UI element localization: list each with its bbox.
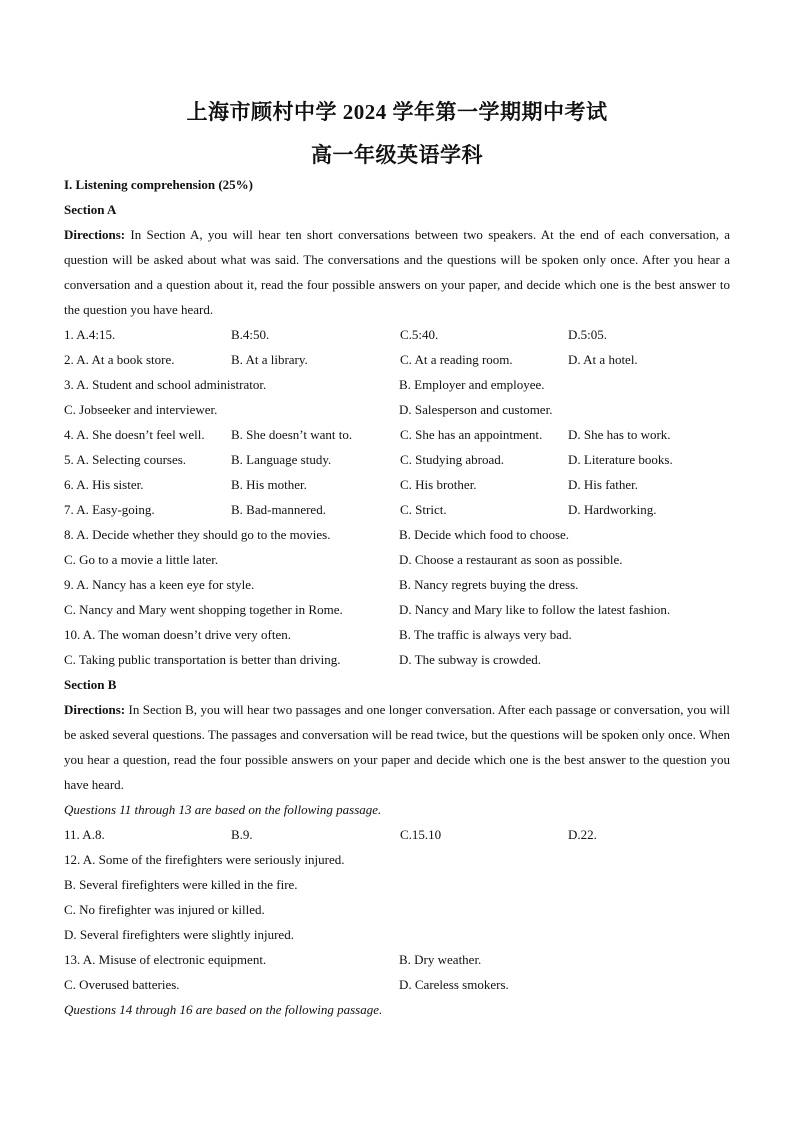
option-b: B. Dry weather. (399, 952, 482, 967)
option-c: C. His brother. (400, 477, 477, 492)
option-a: 10. A. The woman doesn’t drive very often. (64, 627, 291, 642)
option-b: B. The traffic is always very bad. (399, 627, 572, 642)
option-c: C. Overused batteries. (64, 977, 180, 992)
option-d: D. Salesperson and customer. (399, 402, 553, 417)
option-d: D.5:05. (568, 327, 607, 342)
question-9-row-2 (64, 597, 730, 622)
option-b: B. His mother. (231, 477, 307, 492)
option-c: C. At a reading room. (400, 352, 513, 367)
option-d: D. Choose a restaurant as soon as possible. (399, 552, 623, 567)
option-c: C. Jobseeker and interviewer. (64, 402, 218, 417)
option-d: D. Careless smokers. (399, 977, 509, 992)
option-a: 5. A. Selecting courses. (64, 452, 187, 467)
question-1 (64, 322, 730, 347)
option-a: 13. A. Misuse of electronic equipment. (64, 952, 267, 967)
option-a: 7. A. Easy-going. (64, 502, 155, 517)
question-7 (64, 497, 730, 522)
question-2 (64, 347, 730, 372)
option-d: D. His father. (568, 477, 639, 492)
question-8-row-1 (64, 522, 730, 547)
option-d: D. Nancy and Mary like to follow the latest fashion. (399, 602, 671, 617)
question-3-row-1 (64, 372, 730, 397)
directions-label: Directions: (64, 227, 126, 242)
question-5 (64, 447, 730, 472)
option-a: 4. A. She doesn’t feel well. (64, 427, 205, 442)
question-13-row-1 (64, 947, 730, 972)
option-b: B. At a library. (231, 352, 308, 367)
option-b: B. Decide which food to choose. (399, 527, 570, 542)
passage-intro-11-13: Questions 11 through 13 are based on the following passage. (64, 802, 382, 817)
passage-intro-14-16: Questions 14 through 16 are based on the following passage. (64, 1002, 383, 1017)
question-11 (64, 822, 730, 847)
exam-title: 上海市顾村中学 2024 学年第一学期期中考试 (186, 100, 608, 124)
directions-text: In Section A, you will hear ten short conversations between two speakers. At the end of each conversation, a question will be asked about what was said. The conversations and the questions will be spoken only once. After you hear a conversation and a question about it, read the four possible answers on your paper, and decide which one is the best answer to the question you have heard. (64, 227, 730, 317)
option-d: D. The subway is crowded. (399, 652, 542, 667)
option-a: 6. A. His sister. (64, 477, 144, 492)
section-a-directions (64, 222, 730, 322)
option-a: 3. A. Student and school administrator. (64, 377, 267, 392)
part-heading: I. Listening comprehension (25%) (64, 177, 253, 192)
option-c: C. Studying abroad. (400, 452, 504, 467)
section-a-heading: Section A (64, 202, 117, 217)
option-c: C. Strict. (400, 502, 447, 517)
question-4 (64, 422, 730, 447)
option-d: D. Hardworking. (568, 502, 657, 517)
option-a: 11. A.8. (64, 827, 105, 842)
question-10-row-2 (64, 647, 730, 672)
option-c: C. Nancy and Mary went shopping together in Rome. (64, 602, 343, 617)
option-c: C. She has an appointment. (400, 427, 543, 442)
option-c: C.15.10 (400, 827, 442, 842)
option-b: B. Language study. (231, 452, 332, 467)
question-8-row-2 (64, 547, 730, 572)
option-b: B. She doesn’t want to. (231, 427, 353, 442)
option-a: 9. A. Nancy has a keen eye for style. (64, 577, 255, 592)
option-a: 1. A.4:15. (64, 327, 116, 342)
option-b: B.9. (231, 827, 253, 842)
option-a: 8. A. Decide whether they should go to the movies. (64, 527, 331, 542)
question-13-row-2 (64, 972, 730, 997)
section-b-directions (64, 697, 730, 797)
exam-content (64, 172, 730, 1022)
option-b: B. Bad-mannered. (231, 502, 326, 517)
option-b: B. Nancy regrets buying the dress. (399, 577, 579, 592)
option-d: D.22. (568, 827, 597, 842)
option-b: B.4:50. (231, 327, 270, 342)
directions-label: Directions: (64, 702, 126, 717)
question-10-row-1 (64, 622, 730, 647)
section-b-heading: Section B (64, 677, 117, 692)
option-c: C.5:40. (400, 327, 439, 342)
question-9-row-1 (64, 572, 730, 597)
option-d: D. Literature books. (568, 452, 673, 467)
option-c: C. Taking public transportation is better than driving. (64, 652, 341, 667)
option-d: D. At a hotel. (568, 352, 638, 367)
question-6 (64, 472, 730, 497)
exam-subtitle: 高一年级英语学科 (311, 143, 483, 167)
option-a: 2. A. At a book store. (64, 352, 175, 367)
question-12-option-d: D. Several firefighters were slightly injured. (64, 927, 294, 942)
directions-text: In Section B, you will hear two passages and one longer conversation. After each passage or conversation, you will be asked several questions. The passages and conversation will be read twice, but the questions will be spoken only once. When you hear a question, read the four possible answers on your paper and decide which one is the best answer to the question you have heard. (64, 702, 730, 792)
question-12-option-b: B. Several firefighters were killed in the fire. (64, 877, 298, 892)
question-3-row-2 (64, 397, 730, 422)
question-12-option-a: 12. A. Some of the firefighters were seriously injured. (64, 852, 345, 867)
question-12-option-c: C. No firefighter was injured or killed. (64, 902, 265, 917)
option-c: C. Go to a movie a little later. (64, 552, 219, 567)
option-b: B. Employer and employee. (399, 377, 545, 392)
option-d: D. She has to work. (568, 427, 671, 442)
